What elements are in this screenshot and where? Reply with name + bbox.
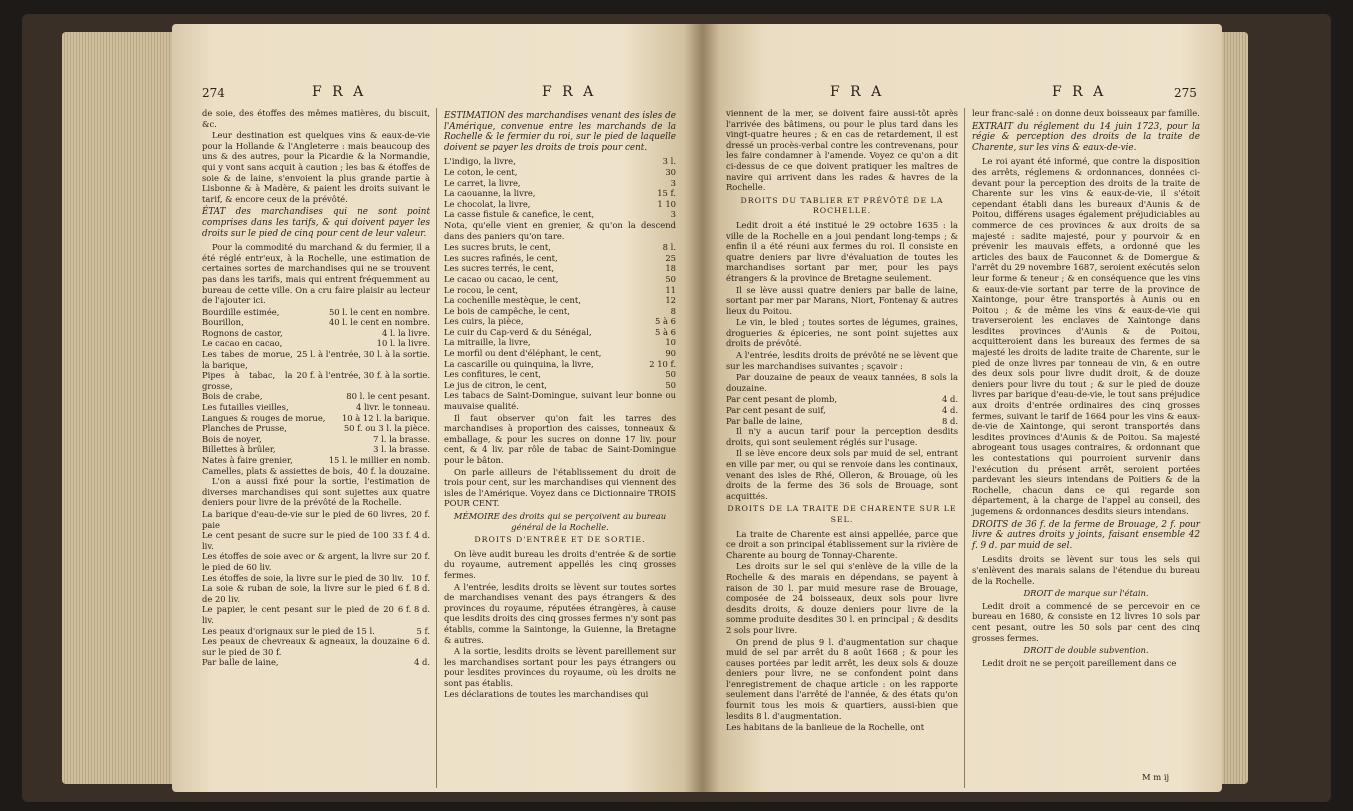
tariff-item: Nates à faire grenier,	[202, 455, 293, 465]
tariff-rate: 50	[665, 379, 676, 390]
tariff-item: Le papier, le cent pesant sur le pied de 20 liv.	[202, 604, 394, 625]
tariff-entry	[444, 209, 676, 220]
running-head-right: F R A	[1052, 84, 1107, 100]
tariff-rate: 33 f. 4 d.	[392, 530, 430, 541]
tariff-rate: 11	[665, 284, 676, 295]
page-number: 275	[1174, 86, 1197, 100]
left-column-1	[202, 108, 430, 668]
tariff-entry	[202, 509, 430, 530]
tariff-rate: 6 f. 8 d.	[397, 604, 430, 615]
tariff-item: Les peaux de chevreaux & agneaux, la douzaine sur le pied de 30 f.	[202, 636, 410, 657]
left-page	[172, 24, 702, 792]
tariff-rate: 5 à 6	[655, 326, 676, 337]
tariff-entry	[444, 156, 676, 167]
tariff-entry	[202, 349, 430, 370]
tariff-item: Le cacao ou cacao, le cent,	[444, 273, 559, 284]
tariff-entry	[444, 306, 676, 317]
tariff-item: La cascarille ou quinquina, la livre,	[444, 358, 594, 369]
tariff-rate: 40 l. le cent en nombre.	[328, 317, 430, 328]
section-title: MÉMOIRE des droits qui se perçoivent au bureau général de la Rochelle.	[453, 510, 667, 532]
tariff-entry	[202, 423, 430, 434]
text-line: leur franc-salé : on donne deux boisseaux par famille.	[972, 108, 1200, 118]
section-title: DROIT de marque sur l'étain.	[1023, 588, 1149, 599]
tariff-entry	[202, 317, 430, 328]
tariff-item: La mitraille, la livre,	[444, 337, 531, 348]
tariff-rate: 30	[665, 166, 676, 177]
tariff-entry	[444, 359, 676, 370]
section-title: ESTIMATION des marchandises venant des isles de l'Amérique, convenue entre les marchands de la Rochelle & le fermier du roi, sur le pied de laquelle doivent se payer les droits de trois pour cent.	[444, 111, 676, 153]
text-line: Les tabacs de Saint-Domingue, suivant leur bonne ou mauvaise qualité.	[444, 390, 676, 412]
tariff-entry	[444, 369, 676, 380]
tariff-item: Les sucres rafinés, le cent,	[444, 252, 558, 263]
section-title: DROIT de double subvention.	[1023, 645, 1149, 656]
tariff-entry	[202, 434, 430, 445]
right-column-2	[972, 108, 1200, 669]
tariff-rate: 3	[670, 177, 676, 188]
paragraph: Le roi ayant été informé, que contre la disposition des arrêts, réglemens & ordonnances, données ci-devant pour la perception des droits de la traite de Charente sur les vins & eaux-de-vie, il s'étoit cependant établi dans les bureaux d'Aunis & de Poitou, différens usages également préjudiciables au commerce de ces provinces & aux droits de sa majesté : sadite majesté, pour y pourvoir & en prévenir les mauvais effets, a ordonné que les articles des baux de Fauconnet & de Domergue & l'arrêt du 29 novembre 1687, seroient exécutés selon leur forme & teneur ; & en conséquence que les vins & eaux-de-vie sortant par terre de la province de Xaintonge, pour être transportés à Aunis ou en Poitou ; & de même les vins & eaux-de-vie qui traverseroient les enclaves de Xaintonge dans lesdites provinces d'Aunis & de Poitou, acquitteroient dans les bureaux des fermes de sa majesté les droits de ladite traite de Charente, sur le pied de onze livres par tonneau de vin, & en outre des deux sols pour livre dudit droit, & de douze deniers pour livre du tout ; & sur le pied de douze livres par barique d'eau-de-vie, le tout sans préjudice aux droits d'entrée ordinaires des cinq grosses fermes, suivant le tarif de 1664 pour les vins & eaux-de-vie de Xaintonge, qui seront transportés dans lesdites provinces d'Aunis & de Poitou. Sa majesté abrogeant tous usages contraires, & ordonnant que les contestations qui pourroient survenir dans l'exécution du présent arrêt, seroient portées pardevant les sieurs intendans de Poitiers & de la Rochelle, chacun dans ce qui regarde son département, à la charge de l'appel au conseil, des jugemens & ordonnances desdits sieurs intendans.	[972, 156, 1200, 516]
tariff-rate: 3 l.	[662, 156, 676, 167]
signature-mark: M m ij	[1142, 772, 1170, 782]
tariff-rate: 80 l. le cent pesant.	[346, 391, 430, 402]
tariff-entry	[726, 405, 958, 416]
tariff-rate: 10 à 12 l. la barique.	[341, 412, 430, 423]
paragraph: Ledit droit a été institué le 29 octobre 1635 : la ville de la Rochelle en a joui pendant long-temps ; & enfin il a été réuni aux fermes du roi. Il consiste en quatre deniers par livre d'évaluation de toutes les marchandises sortant par mer, pour les pays étrangers & la province de Bretagne seulement.	[726, 219, 958, 283]
tariff-rate: 10	[665, 337, 676, 348]
tariff-rate: 50 l. le cent en nombre.	[328, 306, 430, 317]
tariff-entry	[202, 444, 430, 455]
paragraph: Les droits sur le sel qui s'enlève de la ville de la Rochelle & des marais en dépendans, se payent à raison de 30 l. par muid mesure rase de Brouage, composée de 24 boisseaux, deux sols pour livre desdits droits, & douze deniers pour livre de la somme produite desdites 30 l. en principal ; & desdits 2 sols pour livre.	[726, 561, 958, 635]
section-heading: DROITS D'ENTRÉE ET DE SORTIE.	[474, 535, 646, 545]
paragraph: On prend de plus 9 l. d'augmentation sur chaque muid de sel par arrêt du 8 août 1668 ; & pour les causes portées par ledit arrêt, les deux sols & douze deniers pour livre, ne se confondent point dans l'enregistrement de chaque article : on les rapporte seulement dans l'arrêté de l'année, & des états qu'on fournit tous les mois & quartiers, aussi-bien que lesdits 8 l. d'augmentation.	[726, 636, 958, 721]
tariff-item: Les confitures, le cent,	[444, 369, 541, 380]
paragraph: Le vin, le bled ; toutes sortes de légumes, graines, drogueries & épiceries, ne sont point sujettes aux droits de prévôté.	[726, 317, 958, 349]
text-line: Nota, qu'elle vient en grenier, & qu'on la descend dans des paniers qu'on tare.	[444, 219, 676, 241]
section-heading: DROITS DE LA TRAITE DE CHARENTE SUR LE SEL.	[727, 504, 957, 524]
tariff-item: Bois de crabe,	[202, 391, 263, 402]
tariff-rate: 4 d.	[941, 405, 958, 416]
paragraph: A la sortie, lesdits droits se lèvent pareillement sur les marchandises sortant pour les pays étrangers ou pour lesdites provinces du royaume, où les droits ne sont pas établis.	[444, 646, 676, 688]
tariff-entry	[202, 583, 430, 604]
page-number: 274	[202, 86, 225, 100]
running-head-left: F R A	[830, 84, 885, 100]
tariff-rate: 10 f.	[411, 572, 430, 583]
tariff-rate: 50	[665, 273, 676, 284]
tariff-entry	[726, 394, 958, 405]
text-line: Les déclarations de toutes les marchandises qui	[444, 689, 649, 700]
tariff-entry	[444, 348, 676, 359]
tariff-entry	[202, 626, 430, 637]
tariff-item: Planches de Prusse,	[202, 423, 287, 434]
page-edges-left	[62, 32, 172, 784]
tariff-item: Par balle de laine,	[202, 657, 279, 668]
tariff-rate: 20 f.	[411, 508, 430, 519]
paragraph: On parle ailleurs de l'établissement du droit de trois pour cent, sur les marchandises qui viennent des isles de l'Amérique. Voyez dans ce Dictionnaire TROIS POUR CENT.	[444, 466, 676, 509]
running-head-left: F R A	[312, 84, 367, 100]
paragraph: Il se lève encore deux sols par muid de sel, entrant en ville par mer, ou qui se renvoie dans les continaux, venant des isles de Rhé, Olleron, & Brouage, où les droits de la ferme des 36 sols de Brouage, sont acquittés.	[726, 448, 958, 501]
tariff-item: Camelles, plats & assiettes de bois,	[202, 465, 353, 476]
tariff-rate: 10 l. la livre.	[376, 338, 430, 349]
tariff-item: Les étoffes de soie avec or & argent, la livre sur le pied de 60 liv.	[202, 551, 408, 572]
paragraph: A l'entrée, lesdits droits se lèvent sur toutes sortes de marchandises venant des pays étrangers & des provinces du royaume, réputées étrangères, à cause que lesdits droits des cinq grosses fermes n'y sont pas établis, comme la Saintonge, la Guienne, la Bretagne & autres.	[444, 581, 676, 645]
tariff-entry	[444, 253, 676, 264]
paragraph: Il se lève aussi quatre deniers par balle de laine, sortant par mer par Marans, Niort, Fontenay & autres lieux du Poitou.	[726, 284, 958, 316]
tariff-item: Rognons de castor,	[202, 327, 283, 338]
tariff-item: Le morfil ou dent d'éléphant, le cent,	[444, 348, 602, 359]
tariff-entry	[444, 242, 676, 253]
tariff-rate: 20 f.	[411, 551, 430, 562]
tariff-rate: 3	[670, 209, 676, 220]
tariff-rate: 6 f. 8 d.	[397, 583, 430, 594]
tariff-rate: 50 f. ou 3 l. la pièce.	[343, 423, 430, 434]
right-page	[702, 24, 1222, 792]
tariff-entry	[444, 327, 676, 338]
running-head-right: F R A	[542, 84, 597, 100]
tariff-item: Billettes à brûler,	[202, 444, 276, 455]
tariff-entry	[202, 402, 430, 413]
tariff-entry	[444, 188, 676, 199]
tariff-item: La cochenille mestèque, le cent,	[444, 295, 581, 306]
text-line: Les habitans de la banlieue de la Rochelle, ont	[726, 722, 925, 733]
tariff-entry	[202, 604, 430, 625]
column-rule	[964, 108, 965, 788]
section-title: ÉTAT des marchandises qui ne sont point comprises dans les tarifs, & qui doivent payer les droits sur le pied de cinq pour cent de leur valeur.	[202, 207, 430, 239]
right-column-1	[726, 108, 958, 734]
tariff-item: Les sucres terrés, le cent,	[444, 263, 555, 274]
tariff-item: Le cent pesant de sucre sur le pied de 100 liv.	[202, 530, 389, 551]
page-edges-right	[1222, 32, 1248, 784]
paragraph: Ledit droit ne se perçoit pareillement dans ce	[982, 657, 1177, 668]
book	[22, 14, 1331, 802]
tariff-entry	[726, 416, 958, 427]
tariff-rate: 5 f.	[416, 625, 430, 636]
paragraph: A l'entrée, lesdits droits de prévôté ne se lèvent que sur les marchandises suivantes ; sçavoir :	[726, 350, 958, 371]
section-title: EXTRAIT du réglement du 14 juin 1723, pour la régie & perception des droits de la traite de Charente, sur les vins & eaux-de-vie.	[972, 121, 1200, 153]
tariff-entry	[444, 316, 676, 327]
tariff-item: Par cent pesant de suif,	[726, 405, 826, 416]
tariff-rate: 7 l. la brasse.	[373, 433, 430, 444]
tariff-item: Les tabes de morue, la barique,	[202, 349, 293, 370]
section-heading: DROITS DU TABLIER ET PRÉVÔTÉ DE LA ROCHELLE.	[740, 195, 944, 216]
text-line: viennent de la mer, se doivent faire aussi-tôt après l'arrivée des bâtimens, ou pour le plus tard dans les vingt-quatre heures ; & en cas de retardement, il est dressé un procès-verbal contre les contrevenans, pour les faire condamner à l'amende. Voyez ce qu'on a dit ci-dessus de ce que doivent pratiquer les maîtres de navire qui arrivent dans les rades & havres de la Rochelle.	[726, 108, 958, 193]
text-line: de soie, des étoffes des mêmes matières, du biscuit, &c.	[202, 108, 430, 129]
tariff-entry	[444, 274, 676, 285]
paragraph: Il n'y a aucun tarif pour la perception desdits droits, qui sont seulement réglés sur l'usage.	[726, 426, 958, 447]
tariff-rate: 25 l. à l'entrée, 30 l. à la sortie.	[296, 349, 430, 360]
paragraph: Par douzaine de peaux de veaux tannées, 8 sols la douzaine.	[726, 372, 958, 393]
tariff-rate: 4 l. la livre.	[381, 327, 430, 338]
tariff-item: La barique d'eau-de-vie sur le pied de 60 livres, paie	[202, 508, 408, 530]
tariff-rate: 12	[665, 295, 676, 306]
tariff-rate: 90	[665, 348, 676, 359]
tariff-rate: 4 livr. le tonneau.	[356, 402, 430, 413]
paragraph: Pour la commodité du marchand & du fermier, il a été réglé entr'eux, à la Rochelle, une estimation de certaines sortes de marchandises qui ne se trouvent pas dans les tarifs, mais qui entrent fréquemment au bureau de cette ville. On a cru faire plaisir au lecteur de l'ajouter ici.	[202, 242, 430, 306]
tariff-rate: 6 d.	[413, 636, 430, 647]
tariff-rate: 50	[665, 369, 676, 380]
tariff-entry	[202, 307, 430, 318]
tariff-item: Par balle de laine,	[726, 415, 803, 426]
tariff-rate: 8 l.	[662, 242, 676, 253]
tariff-entry	[202, 551, 430, 572]
tariff-entry	[444, 380, 676, 391]
paragraph: Leur destination est quelques vins & eaux-de-vie pour la Hollande & l'Angleterre : mais beaucoup des uns & des autres, pour la Picardie & la Normandie, qui y vont sans acquit à caution ; les bas & étoffes de soie & de laine, s'envoient la plus grande partie à Lisbonne & à Madère, & paient les droits suivant le tarif, & encore ceux de la prévôté.	[202, 130, 430, 204]
tariff-entry	[444, 199, 676, 210]
paragraph: On lève audit bureau les droits d'entrée & de sortie du royaume, autrement appellés les cinq grosses fermes.	[444, 548, 676, 580]
tariff-entry	[202, 338, 430, 349]
tariff-item: Les futailles vieilles,	[202, 402, 289, 413]
tariff-item: Bois de noyer,	[202, 433, 262, 444]
tariff-entry	[444, 295, 676, 306]
tariff-entry	[444, 263, 676, 274]
tariff-entry	[202, 328, 430, 339]
column-rule	[436, 108, 437, 788]
tariff-rate: 8 d.	[941, 415, 958, 426]
tariff-rate: 20 f. à l'entrée, 30 f. à la sortie.	[296, 370, 430, 381]
paragraph: La traite de Charente est ainsi appellée, parce que ce droit a son principal établissement sur la rivière de Charente au bourg de Tonnay-Charente.	[726, 528, 958, 560]
tariff-item: Le carret, la livre,	[444, 177, 521, 188]
left-column-2	[444, 108, 676, 701]
tariff-item: Par cent pesant de plomb,	[726, 394, 838, 405]
tariff-entry	[202, 413, 430, 424]
tariff-entry	[444, 167, 676, 178]
tariff-item: Langues & rouges de morue,	[202, 412, 326, 423]
tariff-entry	[202, 466, 430, 477]
tariff-rate: 40 f. la douzaine.	[357, 465, 430, 476]
tariff-item: Le bois de campêche, le cent,	[444, 305, 570, 316]
tariff-item: Le jus de citron, le cent,	[444, 379, 547, 390]
tariff-item: Le rocou, le cent,	[444, 284, 519, 295]
tariff-item: Bourillon,	[202, 317, 244, 328]
paragraph: Ledit droit a commencé de se percevoir en ce bureau en 1680, & consiste en 12 livres 10 sols par cent pesant, outre les 50 sols par cent des cinq grosses fermes.	[972, 600, 1200, 643]
tariff-item: Le chocolat, la livre,	[444, 198, 531, 209]
tariff-rate: 4 d.	[941, 394, 958, 405]
paragraph: L'on a aussi fixé pour la sortie, l'estimation de diverses marchandises qui sont sujettes aux quatre deniers pour livre de la prévôté de la Rochelle.	[202, 476, 430, 508]
tariff-item: L'indigo, la livre,	[444, 156, 516, 167]
tariff-rate: 1 10	[657, 198, 676, 209]
tariff-entry	[444, 285, 676, 296]
tariff-item: La soie & ruban de soie, la livre sur le pied de 20 liv.	[202, 583, 394, 604]
tariff-item: Les peaux d'orignaux sur le pied de 15 l.	[202, 625, 375, 636]
tariff-entry	[202, 657, 430, 668]
paragraph: Lesdits droits se lèvent sur tous les sels qui s'enlèvent des marais salans de l'étendue du bureau de la Rochelle.	[972, 554, 1200, 586]
book-gutter	[684, 24, 720, 792]
tariff-entry	[444, 178, 676, 189]
tariff-entry	[202, 370, 430, 391]
tariff-rate: 4 d.	[413, 657, 430, 668]
tariff-item: Bourdille estimée,	[202, 306, 280, 317]
tariff-rate: 8	[670, 305, 676, 316]
tariff-entry	[444, 337, 676, 348]
tariff-item: La casse fistule & canefice, le cent,	[444, 209, 595, 220]
tariff-entry	[202, 455, 430, 466]
section-title: DROITS de 36 f. de la ferme de Brouage, 2 f. pour livre & autres droits y joints, faisant ensemble 42 f. 9 d. par muid de sel.	[972, 519, 1200, 551]
tariff-item: Le cacao en cacao,	[202, 338, 283, 349]
tariff-entry	[202, 530, 430, 551]
tariff-item: Le coton, le cent,	[444, 166, 518, 177]
tariff-item: Les cuirs, la pièce,	[444, 316, 524, 327]
tariff-rate: 25	[665, 252, 676, 263]
tariff-entry	[202, 391, 430, 402]
tariff-item: Les étoffes de soie, la livre sur le pied de 30 liv.	[202, 572, 404, 583]
tariff-item: Pipes à tabac, la grosse,	[202, 370, 293, 391]
tariff-item: La caouanne, la livre,	[444, 188, 536, 199]
tariff-rate: 15 f.	[657, 188, 676, 199]
tariff-rate: 18	[665, 263, 676, 274]
tariff-item: Le cuir du Cap-verd & du Sénégal,	[444, 326, 592, 337]
tariff-item: Les sucres bruts, le cent,	[444, 242, 551, 253]
tariff-rate: 2 10 f.	[649, 358, 676, 369]
paragraph: Il faut observer qu'on fait les tarres des marchandises à proportion des caisses, tonneaux & emballage, & pour les sucres on donne 17 liv. pour cent, & 4 liv. par rôle de tabac de Saint-Domingue pour le bâton.	[444, 412, 676, 465]
tariff-rate: 15 l. le millier en nomb.	[328, 455, 430, 465]
tariff-rate: 5 à 6	[655, 316, 676, 327]
tariff-rate: 3 l. la brasse.	[373, 444, 430, 455]
tariff-entry	[202, 573, 430, 584]
tariff-entry	[202, 636, 430, 657]
